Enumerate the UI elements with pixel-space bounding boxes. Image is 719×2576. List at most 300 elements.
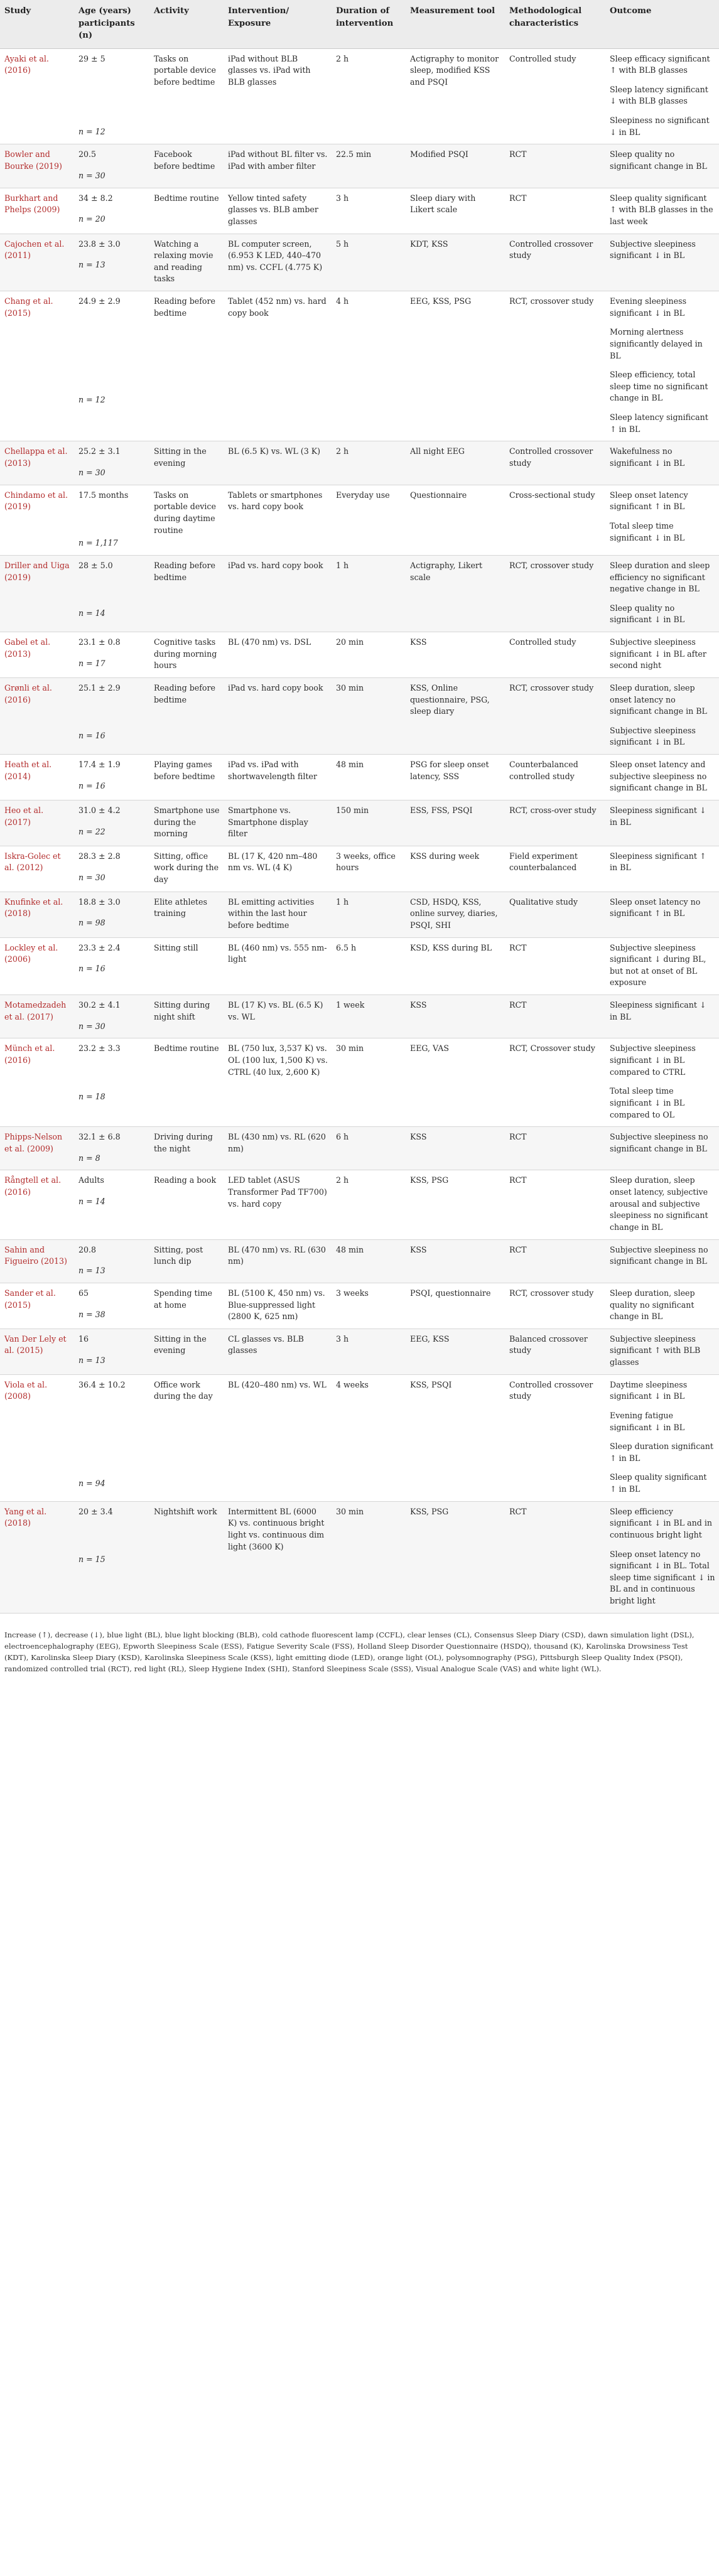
measurement-cell: EEG, VAS [406, 1038, 505, 1127]
age-spacer [78, 1300, 146, 1309]
age-spacer [78, 458, 146, 467]
outcome-item: Sleep onset latency significant ↑ in BL [610, 490, 688, 512]
study-cell [0, 1501, 74, 1613]
participants-count: n = 8 [78, 1153, 100, 1163]
study-reference-link[interactable]: Phipps-Nelson et al. (2009) [4, 1132, 63, 1153]
table-row [0, 144, 719, 188]
study-cell [0, 188, 74, 234]
outcome-item: Subjective sleepiness significant ↓ in BL [610, 239, 696, 261]
age-cell [74, 291, 149, 441]
age-spacer [78, 250, 146, 259]
table-row [0, 677, 719, 754]
study-reference-link[interactable]: Ayaki et al. (2016) [4, 53, 49, 75]
age-value: 32.1 ± 6.8 [78, 1132, 121, 1142]
table-row [0, 485, 719, 555]
study-reference-link[interactable]: Heo et al. (2017) [4, 805, 44, 827]
activity-cell: Reading before bedtime [149, 291, 224, 441]
study-reference-link[interactable]: Chindamo et al. (2019) [4, 490, 68, 512]
duration-cell: 30 min [332, 1501, 406, 1613]
age-value: 20 ± 3.4 [78, 1506, 113, 1516]
age-value: 17.4 ± 1.9 [78, 760, 121, 770]
study-reference-link[interactable]: Cajochen et al. (2011) [4, 239, 65, 261]
activity-cell: Reading a book [149, 1170, 224, 1239]
intervention-cell: Intermittent BL (6000 K) vs. continuous bright light vs. continuous dim light (3600 K) [224, 1501, 332, 1613]
age-value: 25.2 ± 3.1 [78, 446, 121, 456]
outcome-cell [605, 846, 719, 892]
participants-count: n = 13 [78, 1355, 105, 1365]
outcome-item: Sleep duration, sleep quality no significant change in BL [610, 1288, 695, 1322]
participants-count: n = 13 [78, 1266, 105, 1276]
age-spacer [78, 1011, 146, 1021]
table-row [0, 1127, 719, 1170]
activity-cell: Reading before bedtime [149, 677, 224, 754]
age-cell [74, 632, 149, 678]
study-cell [0, 800, 74, 846]
age-cell [74, 755, 149, 800]
outcome-cell [605, 1170, 719, 1239]
age-cell [74, 1239, 149, 1283]
participants-count: n = 14 [78, 608, 105, 618]
age-spacer [78, 1187, 146, 1196]
outcome-cell [605, 144, 719, 188]
outcome-item: Subjective sleepiness significant ↓ in BL after second night [610, 637, 706, 671]
outcome-item: Sleep onset latency no significant ↑ in BL [610, 897, 701, 919]
study-cell [0, 144, 74, 188]
outcome-item: Subjective sleepiness significant ↓ in BL compared to CTRL [610, 1043, 696, 1077]
outcome-cell [605, 234, 719, 291]
method-cell: RCT [505, 1127, 605, 1170]
outcome-item: Sleepiness no significant ↓ in BL [610, 116, 710, 137]
age-spacer [78, 204, 146, 213]
activity-cell: Tasks on portable device before bedtime [149, 48, 224, 144]
study-reference-link[interactable]: Chang et al. (2015) [4, 296, 53, 318]
outcome-item: Sleep duration, sleep onset latency, subjective arousal and subjective sleepiness no significant change in BL [610, 1175, 708, 1232]
study-reference-link[interactable]: Van Der Lely et al. (2015) [4, 1334, 67, 1355]
intervention-cell: CL glasses vs. BLB glasses [224, 1328, 332, 1374]
study-reference-link[interactable]: Yang et al. (2018) [4, 1506, 47, 1528]
method-cell: RCT, cross-over study [505, 800, 605, 846]
activity-cell: Elite athletes training [149, 892, 224, 937]
activity-cell: Driving during the night [149, 1127, 224, 1170]
duration-cell: 3 weeks, office hours [332, 846, 406, 892]
outcome-item: Subjective sleepiness no significant change in BL [610, 1132, 708, 1153]
table-row [0, 632, 719, 678]
duration-cell: 3 h [332, 1328, 406, 1374]
header-duration: Duration of intervention [332, 0, 406, 48]
duration-cell: 4 h [332, 291, 406, 441]
outcome-cell [605, 1328, 719, 1374]
age-value: 18.8 ± 3.0 [78, 897, 121, 907]
method-cell: RCT, crossover study [505, 291, 605, 441]
measurement-cell: Actigraphy to monitor sleep, modified KSS and PSQI [406, 48, 505, 144]
header-age: Age (years) participants (n) [74, 0, 149, 48]
age-value: 36.4 ± 10.2 [78, 1379, 126, 1389]
table-body [0, 48, 719, 1613]
table-footnote: Increase (↑), decrease (↓), blue light (BL), blue light blocking (BLB), cold cathode fluorescent lamp (CCFL), clear lenses (CL), Consensus Sleep Diary (CSD), dawn simulation light (DSL), electroencephalography (EEG), Epworth Sleepiness Scale (ESS), Fatigue Severity Scale (FSS), Holland Sleep Disorder Questionnaire (HSDQ), thousand (K), Karolinska Drowsiness Test (KDT), Karolinska Sleep Diary (KSD), Karolinska Sleepiness Scale (KSS), light emitting diode (LED), orange light (OL), polysomnography (PSG), Pittsburgh Sleep Quality Index (PSQI), randomized controlled trial (RCT), red light (RL), Sleep Hygiene Index (SHI), Stanford Sleepiness Scale (SSS), Visual Analogue Scale (VAS) and white light (WL). [4, 1630, 695, 1673]
outcome-item: Sleepiness significant ↓ in BL [610, 805, 706, 827]
outcome-cell [605, 555, 719, 632]
table-row [0, 937, 719, 995]
participants-count: n = 1,117 [78, 538, 118, 548]
outcome-item: Subjective sleepiness significant ↓ during BL, but not at onset of BL exposure [610, 942, 706, 988]
study-cell [0, 846, 74, 892]
measurement-cell: All night EEG [406, 441, 505, 485]
study-reference-link[interactable]: Iskra-Golec et al. (2012) [4, 851, 61, 873]
table-row [0, 995, 719, 1038]
study-cell [0, 441, 74, 485]
outcome-item: Sleep duration, sleep onset latency no significant change in BL [610, 682, 707, 716]
study-reference-link[interactable]: Viola et al. (2008) [4, 1379, 48, 1401]
activity-cell: Office work during the day [149, 1374, 224, 1501]
participants-count: n = 12 [78, 127, 105, 137]
age-cell [74, 144, 149, 188]
duration-cell: 5 h [332, 234, 406, 291]
outcome-item: Sleep efficiency significant ↓ in BL and in continuous bright light [610, 1506, 712, 1539]
measurement-cell: KSS, PSG [406, 1501, 505, 1613]
table-row [0, 1283, 719, 1328]
participants-count: n = 12 [78, 395, 105, 405]
outcome-item: Sleep onset latency and subjective sleepiness no significant change in BL [610, 760, 707, 793]
activity-cell: Bedtime routine [149, 188, 224, 234]
outcome-item: Sleep quality significant ↑ with BLB glasses in the last week [610, 193, 713, 226]
age-value: 34 ± 8.2 [78, 193, 113, 203]
activity-cell: Tasks on portable device during daytime routine [149, 485, 224, 555]
intervention-cell: Tablets or smartphones vs. hard copy book [224, 485, 332, 555]
duration-cell: 3 h [332, 188, 406, 234]
intervention-cell: BL (470 nm) vs. RL (630 nm) [224, 1239, 332, 1283]
measurement-cell: Questionnaire [406, 485, 505, 555]
study-cell [0, 892, 74, 937]
age-cell [74, 846, 149, 892]
method-cell: Counterbalanced controlled study [505, 755, 605, 800]
header-method: Methodological characteristics [505, 0, 605, 48]
method-cell: Cross-sectional study [505, 485, 605, 555]
outcome-item: Sleep onset latency no significant ↓ in BL. Total sleep time significant ↓ in BL and in continuous bright light [610, 1549, 715, 1606]
method-cell: Qualitative study [505, 892, 605, 937]
duration-cell: 2 h [332, 441, 406, 485]
outcome-item: Sleep quality significant ↑ in BL [610, 1472, 707, 1494]
intervention-cell: BL (430 nm) vs. RL (620 nm) [224, 1127, 332, 1170]
age-spacer [78, 649, 146, 658]
intervention-cell: BL emitting activities within the last hour before bedtime [224, 892, 332, 937]
age-spacer [78, 1256, 146, 1265]
outcome-item: Wakefulness no significant ↓ in BL [610, 446, 685, 468]
activity-cell: Bedtime routine [149, 1038, 224, 1127]
method-cell: RCT [505, 1170, 605, 1239]
activity-cell: Spending time at home [149, 1283, 224, 1328]
header-row [0, 0, 719, 48]
participants-count: n = 30 [78, 468, 105, 478]
header-study: Study [0, 0, 74, 48]
study-reference-link[interactable]: Grønli et al. (2016) [4, 682, 52, 704]
age-value: 30.2 ± 4.1 [78, 1000, 121, 1010]
age-value: 65 [78, 1288, 89, 1298]
study-cell [0, 1328, 74, 1374]
participants-count: n = 16 [78, 731, 105, 741]
age-cell [74, 1283, 149, 1328]
measurement-cell: KSS [406, 632, 505, 678]
study-reference-link[interactable]: Burkhart and Phelps (2009) [4, 193, 60, 215]
table-row [0, 291, 719, 441]
study-cell [0, 995, 74, 1038]
study-reference-link[interactable]: Motamedzadeh et al. (2017) [4, 1000, 67, 1021]
age-value: 23.8 ± 3.0 [78, 239, 121, 249]
method-cell: RCT [505, 1239, 605, 1283]
age-value: 25.1 ± 2.9 [78, 682, 121, 693]
table-row [0, 1239, 719, 1283]
table-row [0, 755, 719, 800]
method-cell: RCT [505, 937, 605, 995]
header-activity: Activity [149, 0, 224, 48]
outcome-item: Sleep quality no significant change in BL [610, 149, 707, 171]
outcome-item: Subjective sleepiness no significant change in BL [610, 1244, 708, 1266]
duration-cell: 48 min [332, 755, 406, 800]
measurement-cell: KSS [406, 1127, 505, 1170]
age-cell [74, 1374, 149, 1501]
duration-cell: 6.5 h [332, 937, 406, 995]
outcome-item: Sleepiness significant ↓ in BL [610, 1000, 706, 1021]
intervention-cell: iPad without BLB glasses vs. iPad with BLB glasses [224, 48, 332, 144]
study-reference-link[interactable]: Bowler and Bourke (2019) [4, 149, 62, 171]
participants-count: n = 14 [78, 1197, 105, 1207]
table-row [0, 846, 719, 892]
activity-cell: Sitting, post lunch dip [149, 1239, 224, 1283]
outcome-cell [605, 1127, 719, 1170]
study-cell [0, 1239, 74, 1283]
header-intervention: Intervention/ Exposure [224, 0, 332, 48]
measurement-cell: KSS, Online questionnaire, PSG, sleep diary [406, 677, 505, 754]
study-reference-link[interactable]: Knufinke et al. (2018) [4, 897, 63, 919]
study-reference-link[interactable]: Sander et al. (2015) [4, 1288, 56, 1310]
age-cell [74, 1038, 149, 1127]
measurement-cell: KSS during week [406, 846, 505, 892]
table-row [0, 1328, 719, 1374]
study-cell [0, 555, 74, 632]
intervention-cell: BL (460 nm) vs. 555 nm-light [224, 937, 332, 995]
age-value: Adults [78, 1175, 104, 1185]
age-cell [74, 441, 149, 485]
measurement-cell: KSS, PSQI [406, 1374, 505, 1501]
method-cell: RCT [505, 144, 605, 188]
age-spacer [78, 308, 146, 395]
participants-count: n = 16 [78, 964, 105, 974]
age-cell [74, 1501, 149, 1613]
outcome-item: Sleep efficacy significant ↑ with BLB glasses [610, 53, 710, 75]
intervention-cell: Smartphone vs. Smartphone display filter [224, 800, 332, 846]
outcome-cell [605, 755, 719, 800]
activity-cell: Facebook before bedtime [149, 144, 224, 188]
measurement-cell: KSS [406, 995, 505, 1038]
age-cell [74, 1170, 149, 1239]
measurement-cell: EEG, KSS [406, 1328, 505, 1374]
outcome-item: Morning alertness significantly delayed in BL [610, 327, 703, 360]
table-row [0, 892, 719, 937]
study-cell [0, 1374, 74, 1501]
table-row [0, 1038, 719, 1127]
activity-cell: Smartphone use during the morning [149, 800, 224, 846]
study-cell [0, 485, 74, 555]
measurement-cell: KSS, PSG [406, 1170, 505, 1239]
outcome-item: Sleep efficiency, total sleep time no significant change in BL [610, 370, 708, 403]
measurement-cell: ESS, FSS, PSQI [406, 800, 505, 846]
age-spacer [78, 817, 146, 826]
study-cell [0, 677, 74, 754]
age-value: 23.2 ± 3.3 [78, 1043, 121, 1054]
intervention-cell: BL computer screen, (6.953 K LED, 440–470 nm) vs. CCFL (4.775 K) [224, 234, 332, 291]
outcome-cell [605, 188, 719, 234]
duration-cell: 6 h [332, 1127, 406, 1170]
intervention-cell: Tablet (452 nm) vs. hard copy book [224, 291, 332, 441]
duration-cell: 20 min [332, 632, 406, 678]
table-row [0, 1501, 719, 1613]
intervention-cell: BL (17 K) vs. BL (6.5 K) vs. WL [224, 995, 332, 1038]
intervention-cell: BL (6.5 K) vs. WL (3 K) [224, 441, 332, 485]
outcome-item: Sleep latency significant ↑ in BL [610, 412, 708, 434]
activity-cell: Sitting during night shift [149, 995, 224, 1038]
age-cell [74, 48, 149, 144]
participants-count: n = 30 [78, 1021, 105, 1031]
outcome-cell [605, 677, 719, 754]
activity-cell: Sitting in the evening [149, 441, 224, 485]
duration-cell: 1 h [332, 555, 406, 632]
study-reference-link[interactable]: Chellappa et al. (2013) [4, 446, 68, 468]
age-spacer [78, 1391, 146, 1478]
measurement-cell: Sleep diary with Likert scale [406, 188, 505, 234]
study-reference-link[interactable]: Heath et al. (2014) [4, 760, 52, 781]
study-reference-link[interactable]: Gabel et al. (2013) [4, 637, 51, 659]
table-header [0, 0, 719, 48]
outcome-cell [605, 632, 719, 678]
participants-count: n = 18 [78, 1091, 105, 1101]
activity-cell: Watching a relaxing movie and reading tasks [149, 234, 224, 291]
age-cell [74, 800, 149, 846]
method-cell: RCT, crossover study [505, 677, 605, 754]
method-cell: Field experiment counterbalanced [505, 846, 605, 892]
activity-cell: Playing games before bedtime [149, 755, 224, 800]
participants-count: n = 30 [78, 171, 105, 181]
intervention-cell: Yellow tinted safety glasses vs. BLB amber glasses [224, 188, 332, 234]
age-value: 17.5 months [78, 490, 129, 500]
duration-cell: 4 weeks [332, 1374, 406, 1501]
outcome-item: Evening sleepiness significant ↓ in BL [610, 296, 687, 318]
method-cell: RCT [505, 995, 605, 1038]
age-cell [74, 234, 149, 291]
outcome-item: Sleep latency significant ↓ with BLB glasses [610, 84, 708, 106]
study-cell [0, 234, 74, 291]
age-cell [74, 555, 149, 632]
intervention-cell: LED tablet (ASUS Transformer Pad TF700) vs. hard copy [224, 1170, 332, 1239]
outcome-item: Evening fatigue significant ↓ in BL [610, 1410, 685, 1432]
age-spacer [78, 908, 146, 917]
study-cell [0, 291, 74, 441]
age-value: 20.5 [78, 149, 97, 159]
measurement-cell: CSD, HSDQ, KSS, online survey, diaries, PSQI, SHI [406, 892, 505, 937]
age-cell [74, 892, 149, 937]
method-cell: RCT [505, 188, 605, 234]
method-cell: RCT [505, 1501, 605, 1613]
age-value: 28.3 ± 2.8 [78, 851, 121, 861]
study-cell [0, 937, 74, 995]
age-value: 23.3 ± 2.4 [78, 942, 121, 952]
duration-cell: 2 h [332, 1170, 406, 1239]
age-spacer [78, 161, 146, 170]
age-value: 20.8 [78, 1244, 97, 1254]
intervention-cell: iPad vs. hard copy book [224, 677, 332, 754]
outcome-cell [605, 485, 719, 555]
method-cell: Balanced crossover study [505, 1328, 605, 1374]
participants-count: n = 17 [78, 658, 105, 668]
outcome-cell [605, 1239, 719, 1283]
table-row [0, 188, 719, 234]
outcome-item: Subjective sleepiness significant ↑ with BLB glasses [610, 1334, 701, 1367]
participants-count: n = 22 [78, 826, 105, 836]
study-cell [0, 632, 74, 678]
measurement-cell: Modified PSQI [406, 144, 505, 188]
outcome-cell [605, 1374, 719, 1501]
age-spacer [78, 1055, 146, 1091]
duration-cell: 1 h [332, 892, 406, 937]
intervention-cell: iPad vs. iPad with shortwavelength filter [224, 755, 332, 800]
outcome-item: Sleep duration and sleep efficiency no significant negative change in BL [610, 560, 710, 594]
study-reference-link[interactable]: Münch et al. (2016) [4, 1043, 55, 1065]
study-reference-link[interactable]: Rångtell et al. (2016) [4, 1175, 62, 1197]
measurement-cell: KSD, KSS during BL [406, 937, 505, 995]
study-cell [0, 48, 74, 144]
participants-count: n = 20 [78, 214, 105, 224]
header-outcome: Outcome [605, 0, 719, 48]
intervention-cell: BL (17 K, 420 nm–480 nm vs. WL (4 K) [224, 846, 332, 892]
study-reference-link[interactable]: Sahin and Figueiro (2013) [4, 1244, 67, 1266]
age-value: 23.1 ± 0.8 [78, 637, 121, 647]
participants-count: n = 38 [78, 1309, 105, 1319]
duration-cell: 30 min [332, 1038, 406, 1127]
participants-count: n = 15 [78, 1555, 105, 1565]
age-spacer [78, 501, 146, 537]
outcome-cell [605, 892, 719, 937]
method-cell: RCT, crossover study [505, 1283, 605, 1328]
measurement-cell: Actigraphy, Likert scale [406, 555, 505, 632]
age-value: 29 ± 5 [78, 53, 105, 63]
table-row [0, 48, 719, 144]
duration-cell: 48 min [332, 1239, 406, 1283]
duration-cell: 22.5 min [332, 144, 406, 188]
activity-cell: Nightshift work [149, 1501, 224, 1613]
method-cell: Controlled crossover study [505, 234, 605, 291]
age-value: 16 [78, 1334, 89, 1344]
age-spacer [78, 572, 146, 608]
study-reference-link[interactable]: Driller and Uiga (2019) [4, 560, 70, 582]
age-spacer [78, 1345, 146, 1354]
age-spacer [78, 771, 146, 780]
study-reference-link[interactable]: Lockley et al. (2006) [4, 942, 58, 964]
method-cell: Controlled crossover study [505, 441, 605, 485]
measurement-cell: EEG, KSS, PSG [406, 291, 505, 441]
header-measurement: Measurement tool [406, 0, 505, 48]
intervention-cell: iPad without BL filter vs. iPad with amber filter [224, 144, 332, 188]
age-spacer [78, 954, 146, 963]
participants-count: n = 16 [78, 780, 105, 790]
table-row [0, 800, 719, 846]
duration-cell: 150 min [332, 800, 406, 846]
age-cell [74, 485, 149, 555]
age-cell [74, 677, 149, 754]
intervention-cell: BL (420–480 nm) vs. WL [224, 1374, 332, 1501]
age-spacer [78, 862, 146, 871]
study-cell [0, 1283, 74, 1328]
duration-cell: 3 weeks [332, 1283, 406, 1328]
age-spacer [78, 1143, 146, 1153]
method-cell: RCT, Crossover study [505, 1038, 605, 1127]
